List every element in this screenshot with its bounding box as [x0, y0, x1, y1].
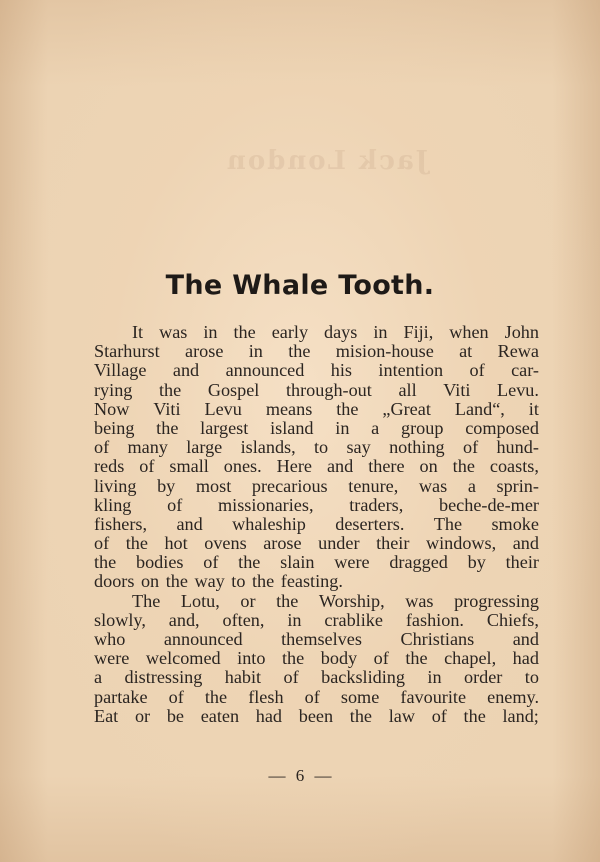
text-line: of many large islands, to say nothing of hund-: [94, 437, 539, 458]
text-line: kling of missionaries, traders, beche-de-mer: [94, 494, 539, 515]
text-line: were welcomed into the body of the chapel, had: [94, 648, 539, 669]
text-line: rying the Gospel through-out all Viti Levu.: [94, 379, 539, 400]
text-line: The Lotu, or the Worship, was progressing: [132, 590, 539, 611]
chapter-title: The Whale Tooth.: [165, 270, 435, 301]
text-line: It was in the early days in Fiji, when John: [132, 322, 539, 342]
paragraph: [94, 323, 539, 592]
text-line: Village and announced his intention of car-: [94, 360, 539, 381]
text-line: Starhurst arose in the mision-house at Rewa: [94, 341, 539, 362]
text-line: living by most precarious tenure, was a sprin-: [94, 475, 539, 496]
text-line: who announced themselves Christians and: [94, 629, 539, 649]
bleed-through-header: Jack London: [225, 146, 428, 176]
text-line: the bodies of the slain were dragged by their: [94, 552, 539, 573]
page-number: — 6 —: [268, 766, 332, 785]
text-line: fishers, and whaleship deserters. The smoke: [94, 513, 539, 534]
text-line: doors on the way to the feasting.: [94, 571, 343, 592]
paragraph: [94, 592, 539, 726]
text-line: reds of small ones. Here and there on the coasts,: [94, 456, 539, 477]
text-line: of the hot ovens arose under their windows, and: [94, 533, 539, 554]
text-line: being the largest island in a group composed: [94, 417, 539, 438]
text-line: partake of the flesh of some favourite enemy.: [94, 686, 539, 707]
text-line: a distressing habit of backsliding in order to: [94, 667, 539, 688]
text-line: Now Viti Levu means the „Great Land“, it: [94, 398, 539, 419]
text-line: Eat or be eaten had been the law of the land;: [94, 705, 539, 726]
text-line: slowly, and, often, in crablike fashion. Chiefs,: [94, 609, 539, 630]
body-text: [94, 323, 539, 726]
